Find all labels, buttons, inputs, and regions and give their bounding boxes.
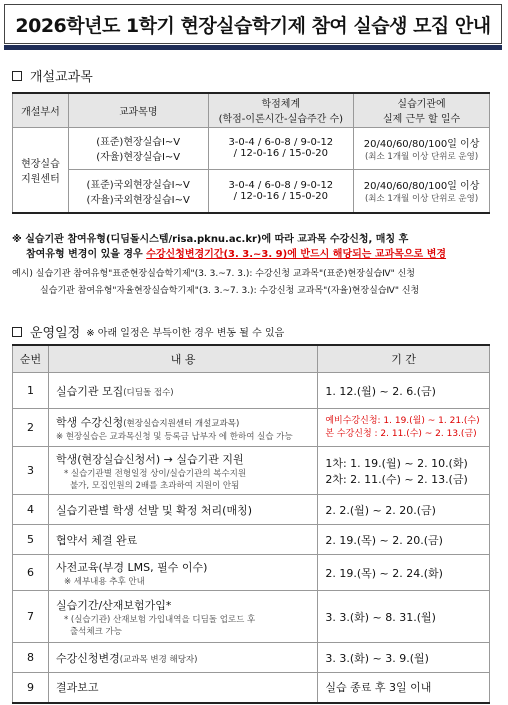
table-row: [13, 169, 490, 213]
notice-red-text: 수강신청변경기간(3. 3.~3. 9)에 반드시 해당되는 교과목으로 변경: [146, 249, 447, 260]
table-row: 3 학생(현장실습신청서) → 실습기관 지원 * 실습기관별 전형일정 상이/실습기관의 복수지원 불가, 모집인원의 2배를 초과하여 지원이 안됨 1차: 1. 19.(월) ~ 2. 10.(화) 2차: 2. 11.(수) ~ 2. 13.(금): [13, 447, 490, 495]
th-content: 내 용: [48, 345, 317, 373]
title-box: [4, 4, 502, 44]
days-cell: 20/40/60/80/100일 이상 (최소 1개월 이상 단위로 운영): [354, 127, 490, 169]
section-schedule-note: ※ 아래 일정은 부득이한 경우 변동 될 수 있음: [86, 328, 285, 339]
th-days: 실습기관에 실제 근무 할 일수: [354, 93, 490, 127]
section-schedule-heading: [12, 322, 284, 341]
notice-example-2: 실습기관 참여유형"자율현장실습학기제"(3. 3.~7. 3.): 수강신청 교과목"(자율)현장실습Ⅳ" 신청: [40, 286, 420, 296]
credit-cell: 3-0-4 / 6-0-8 / 9-0-12 / 12-0-16 / 15-0-20: [208, 127, 354, 169]
table-row: [13, 127, 490, 169]
page-title: 2026학년도 1학기 현장실습학기제 참여 실습생 모집 안내: [15, 14, 491, 37]
days-cell: 20/40/60/80/100일 이상 (최소 1개월 이상 단위로 운영): [354, 169, 490, 213]
notice-line1: ※ 실습기관 참여유형(디딤돌시스템/risa.pknu.ac.kr)에 따라 교과목 수강신청, 매칭 후: [12, 234, 409, 245]
th-period: 기 간: [318, 345, 490, 373]
square-bullet-icon: [12, 327, 22, 337]
notice-line2: 참여유형 변경이 있을 경우 수강신청변경기간(3. 3.~3. 9)에 반드시 해당되는 교과목으로 변경: [26, 249, 447, 260]
table-row: 1 실습기관 모집(디딤돌 접수) 1. 12.(월) ~ 2. 6.(금): [13, 373, 490, 409]
table-row: 4 실습기관별 학생 선발 및 확정 처리(매칭) 2. 2.(월) ~ 2. 20.(금): [13, 495, 490, 525]
square-bullet-icon: [12, 71, 22, 81]
section-schedule-label: 운영일정: [30, 326, 81, 341]
dept-cell: 현장실습 지원센터: [13, 127, 69, 213]
section-courses-label: 개설교과목: [30, 70, 93, 85]
section-courses-heading: [12, 66, 93, 85]
notice-block: [12, 232, 496, 299]
schedule-table: [12, 344, 490, 704]
course-name-cell: (표준)현장실습Ⅰ~Ⅴ (자율)현장실습Ⅰ~Ⅴ: [68, 127, 208, 169]
th-no: 순번: [13, 345, 49, 373]
table-row: 2 학생 수강신청(현장실습지원센터 개설교과목) ※ 현장실습은 교과목신청 및 등록금 납부자 에 한하여 실습 가능 예비수강신청: 1. 19.(월) ~ 1. 21.(수) 본 수강신청 : 2. 11.(수) ~ 2. 13.(금): [13, 409, 490, 447]
table-row: 7 실습기간/산재보험가입* * (실습기관) 산재보험 가입내역을 디딤돌 업로드 후 출석체크 가능 3. 3.(화) ~ 8. 31.(월): [13, 591, 490, 643]
courses-table: [12, 92, 490, 214]
th-dept: 개설부서: [13, 93, 69, 127]
course-name-cell: (표준)국외현장실습Ⅰ~Ⅴ (자율)국외현장실습Ⅰ~Ⅴ: [68, 169, 208, 213]
notice-example-1: 예시) 실습기관 참여유형"표준현장실습학기제"(3. 3.~7. 3.): 수강신청 교과목"(표준)현장실습Ⅳ" 신청: [12, 269, 415, 279]
credit-cell: 3-0-4 / 6-0-8 / 9-0-12 / 12-0-16 / 15-0-20: [208, 169, 354, 213]
table-row: 6 사전교육(부경 LMS, 필수 이수) ※ 세부내용 추후 안내 2. 19.(목) ~ 2. 24.(화): [13, 555, 490, 591]
th-course: 교과목명: [68, 93, 208, 127]
table-row: 5 협약서 체결 완료 2. 19.(목) ~ 2. 20.(금): [13, 525, 490, 555]
title-rule: [4, 45, 502, 50]
table-row: 8 수강신청변경(교과목 변경 해당자) 3. 3.(화) ~ 3. 9.(월): [13, 643, 490, 673]
table-row: 9 결과보고 실습 종료 후 3일 이내: [13, 673, 490, 703]
th-credit: 학점체계 (학점-이론시간-실습주간 수): [208, 93, 354, 127]
